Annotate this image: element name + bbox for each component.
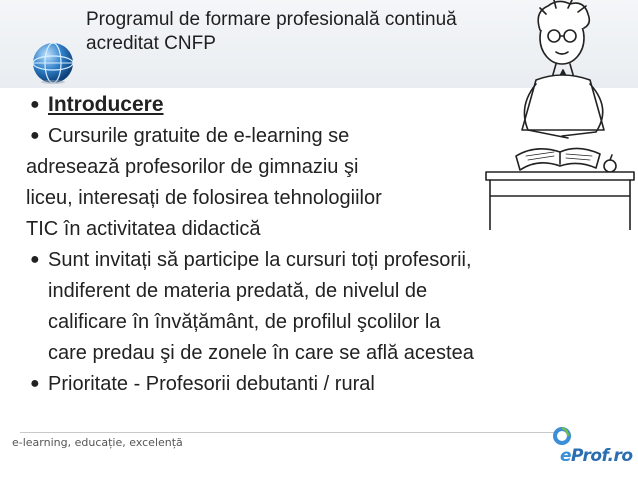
title-line-2: acreditat CNFP xyxy=(86,33,216,54)
eprof-logo[interactable] xyxy=(560,446,633,466)
bullet-1-line-2: adresează profesorilor de gimnaziu şi xyxy=(26,156,359,178)
bullet-2-line-4: care predau şi de zonele în care se află acestea xyxy=(48,342,474,364)
bullet-dot: ● xyxy=(30,96,40,113)
bullet-3-text: Prioritate - Profesorii debutanti / rural xyxy=(48,373,375,395)
bullet-dot: ● xyxy=(30,375,40,392)
bullet-invitati xyxy=(26,247,621,273)
intro-heading: Introducere xyxy=(48,93,164,116)
logo-rest: Prof.ro xyxy=(571,446,633,466)
bullet-dot: ● xyxy=(30,251,40,268)
bullet-1-line-1: Cursurile gratuite de e-learning se xyxy=(48,125,350,147)
bullet-introducere xyxy=(26,92,621,118)
slide-content xyxy=(26,92,621,397)
bullet-prioritate xyxy=(26,371,621,397)
bullet-2-line-2: indiferent de materia predată, de nivelul de xyxy=(48,280,428,302)
bullet-2-line-1: Sunt invitați să participe la cursuri toți profesorii, xyxy=(48,249,472,271)
footer-divider xyxy=(20,432,560,433)
globe-icon xyxy=(30,40,76,86)
bullet-1-line-3: liceu, interesați de folosirea tehnologiilor xyxy=(26,187,382,209)
bullet-dot: ● xyxy=(30,127,40,144)
bullet-cursuri xyxy=(26,123,621,149)
bullet-2-line-3: calificare în învățământ, de profilul şcolilor la xyxy=(48,311,441,333)
footer-tagline: e-learning, educație, excelență xyxy=(12,436,183,449)
title-line-1: Programul de formare profesională continuă xyxy=(86,9,457,30)
logo-e: e xyxy=(560,446,572,466)
bullet-1-line-4: TIC în activitatea didactică xyxy=(26,218,261,240)
